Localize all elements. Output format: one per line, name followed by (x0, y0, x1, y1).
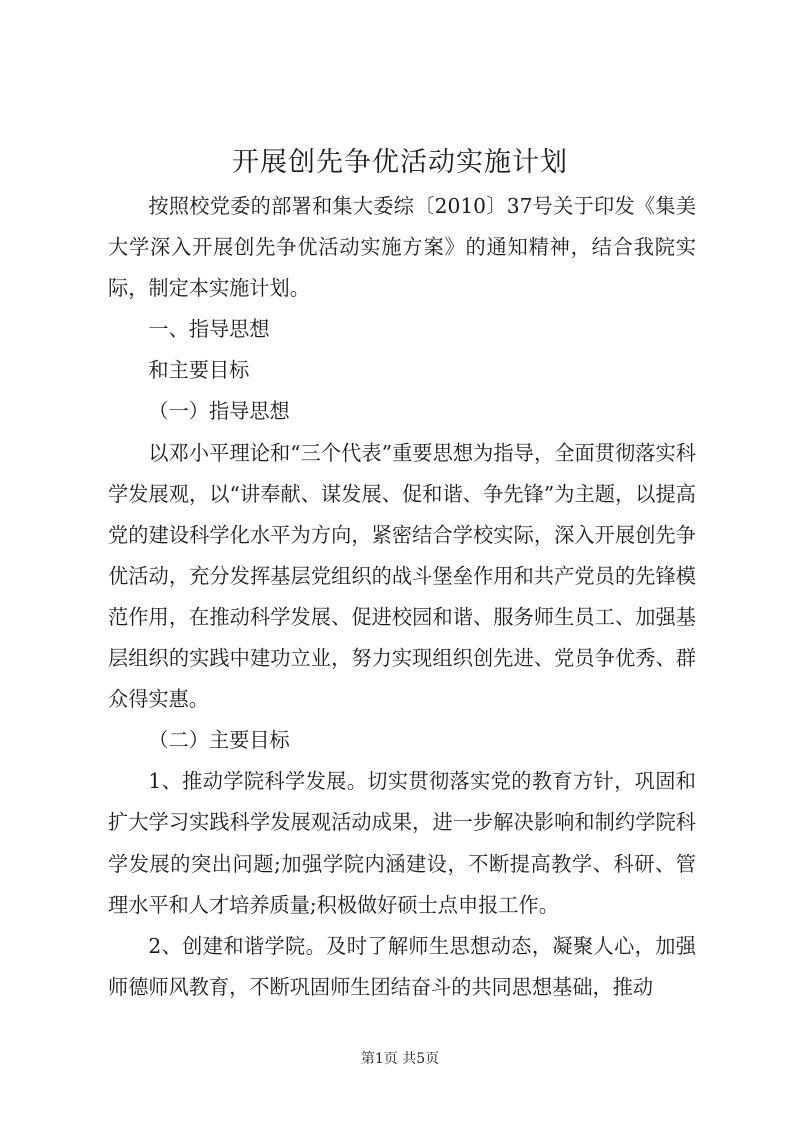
paragraph-goal-2: 2、创建和谐学院。及时了解师生思想动态，凝聚人心，加强师德师风教育，不断巩固师生团结奋斗的共同思想基础，推动 (108, 933, 696, 999)
page-footer: 第1页 共5页 (360, 1051, 440, 1067)
paragraph-intro: 按照校党委的部署和集大委综〔2010〕37号关于印发《集美大学深入开展创先争优活动实施方案》的通知精神，结合我院实际，制定本实施计划。 (108, 194, 696, 301)
heading-subsection-1: （一）指导思想 (148, 399, 290, 424)
heading-section-1: 一、指导思想 (148, 317, 270, 342)
heading-subsection-2: （二）主要目标 (148, 728, 290, 753)
document-body (108, 186, 696, 1008)
document-title: 开展创先争优活动实施计划 (232, 147, 568, 178)
paragraph-goal-1: 1、推动学院科学发展。切实贯彻落实党的教育方针，巩固和扩大学习实践科学发展观活动成果，进一步解决影响和制约学院科学发展的突出问题;加强学院内涵建设，不断提高教学、科研、管理水平和人才培养质量;积极做好硕士点申报工作。 (108, 769, 696, 917)
heading-section-1-cont: 和主要目标 (148, 358, 250, 383)
paragraph-guiding-thought: 以邓小平理论和“三个代表”重要思想为指导，全面贯彻落实科学发展观，以“讲奉献、谋发展、促和谐、争先锋”为主题，以提高党的建设科学化水平为方向，紧密结合学校实际，深入开展创先争优活动，充分发挥基层党组织的战斗堡垒作用和共产党员的先锋模范作用，在推动科学发展、促进校园和谐、服务师生员工、加强基层组织的实践中建功立业，努力实现组织创先进、党员争优秀、群众得实惠。 (108, 440, 696, 712)
